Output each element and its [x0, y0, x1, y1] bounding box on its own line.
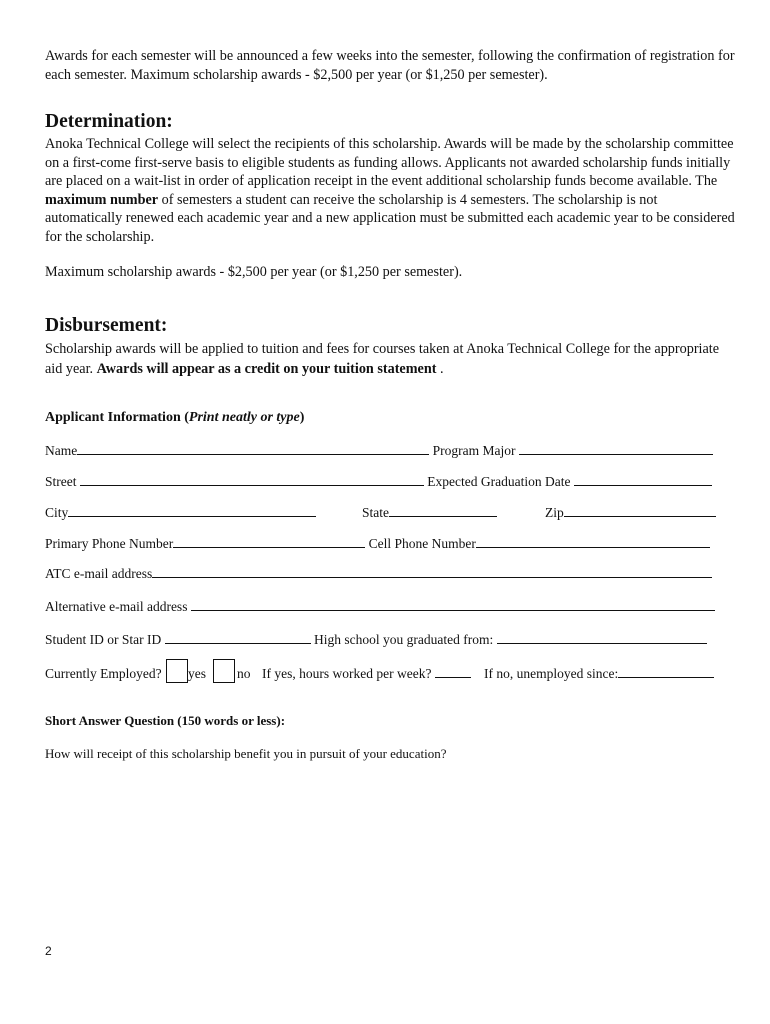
atc-email-field[interactable]	[152, 566, 712, 578]
disbursement-text-a: Scholarship awards will be applied to tuition and fees for courses taken at Anoka Technical College for the appropriate aid year.	[45, 341, 720, 377]
high-school-label: High school you graduated from:	[313, 632, 494, 647]
name-row	[45, 443, 720, 459]
atc-email-label: ATC e-mail address	[45, 566, 153, 581]
yes-label: yes	[188, 666, 206, 681]
phone-row	[45, 536, 720, 552]
hours-group	[262, 666, 471, 682]
determination-text-bold: maximum number	[45, 191, 159, 208]
alt-email-row	[45, 599, 720, 615]
street-field[interactable]	[80, 474, 424, 486]
program-major-label: Program Major	[432, 443, 516, 458]
student-id-field[interactable]	[165, 632, 311, 644]
cell-phone-field[interactable]	[476, 536, 710, 548]
unemployed-group	[484, 666, 714, 682]
short-answer-heading: Short Answer Question (150 words or less):	[45, 713, 286, 728]
atc-email-row	[45, 566, 720, 582]
primary-phone-field[interactable]	[173, 536, 365, 548]
name-field[interactable]	[77, 443, 429, 455]
page-number: 2	[45, 944, 52, 958]
cell-phone-label: Cell Phone Number	[368, 536, 476, 551]
disbursement-text-end: .	[440, 361, 444, 377]
no-checkbox[interactable]	[213, 659, 235, 683]
program-major-field[interactable]	[519, 443, 713, 455]
high-school-field[interactable]	[497, 632, 707, 644]
street-label: Street	[45, 474, 77, 489]
determination-text-a: Anoka Technical College will select the recipients of this scholarship. Awards will be made by the scholarship committee on a first-come first-serve basis to eligible students as funding allows. Applicants not awarded scholarship funds initially are placed on a wait-list in order of application receipt in the event additional scholarship funds become available. The	[45, 136, 734, 190]
applicant-heading-text: Applicant Information (	[45, 410, 189, 425]
short-answer-question: How will receipt of this scholarship benefit you in pursuit of your education?	[45, 746, 447, 761]
yes-checkbox[interactable]	[166, 659, 188, 683]
applicant-heading-italic: Print neatly or type	[188, 410, 300, 425]
zip-label: Zip	[545, 505, 564, 520]
intro-paragraph: Awards for each semester will be announced a few weeks into the semester, following the confirmation of registration for each semester. Maximum scholarship awards - $2,500 per year (or $1,250 per semester).	[45, 48, 735, 83]
zip-group	[545, 505, 716, 521]
max-awards-text: Maximum scholarship awards - $2,500 per year (or $1,250 per semester).	[45, 264, 463, 280]
hours-field[interactable]	[435, 666, 471, 678]
alt-email-field[interactable]	[191, 599, 715, 611]
student-id-label: Student ID or Star ID	[45, 632, 162, 647]
determination-text-b: of semesters a student can receive the scholarship is 4 semesters. The scholarship is not automatically renewed each academic year and a new application must be submitted each academic year to be considered for the scholarship.	[45, 191, 735, 245]
determination-paragraph	[45, 135, 735, 247]
disbursement-text-bold: Awards will appear as a credit on your tuition statement	[96, 361, 437, 377]
expected-graduation-field[interactable]	[574, 474, 712, 486]
expected-graduation-label: Expected Graduation Date	[427, 474, 571, 489]
employed-label: Currently Employed?	[45, 666, 162, 681]
applicant-info-heading	[45, 410, 304, 426]
state-group	[362, 505, 497, 521]
applicant-heading-close: )	[299, 410, 305, 425]
city-field[interactable]	[68, 505, 316, 517]
no-label: no	[237, 666, 251, 681]
state-field[interactable]	[389, 505, 497, 517]
primary-phone-label: Primary Phone Number	[45, 536, 174, 551]
unemployed-since-field[interactable]	[618, 666, 714, 678]
hours-label: If yes, hours worked per week?	[262, 666, 432, 681]
street-row	[45, 474, 720, 490]
student-id-row	[45, 632, 720, 648]
determination-heading: Determination:	[45, 111, 173, 132]
alt-email-label: Alternative e-mail address	[45, 599, 188, 614]
state-label: State	[362, 505, 389, 520]
zip-field[interactable]	[564, 505, 716, 517]
unemployed-label: If no, unemployed since:	[484, 666, 619, 681]
disbursement-paragraph	[45, 339, 735, 379]
city-group	[45, 505, 316, 521]
city-label: City	[45, 505, 69, 520]
short-answer-response-area[interactable]	[45, 772, 720, 922]
name-label: Name	[45, 443, 78, 458]
disbursement-heading: Disbursement:	[45, 315, 168, 336]
